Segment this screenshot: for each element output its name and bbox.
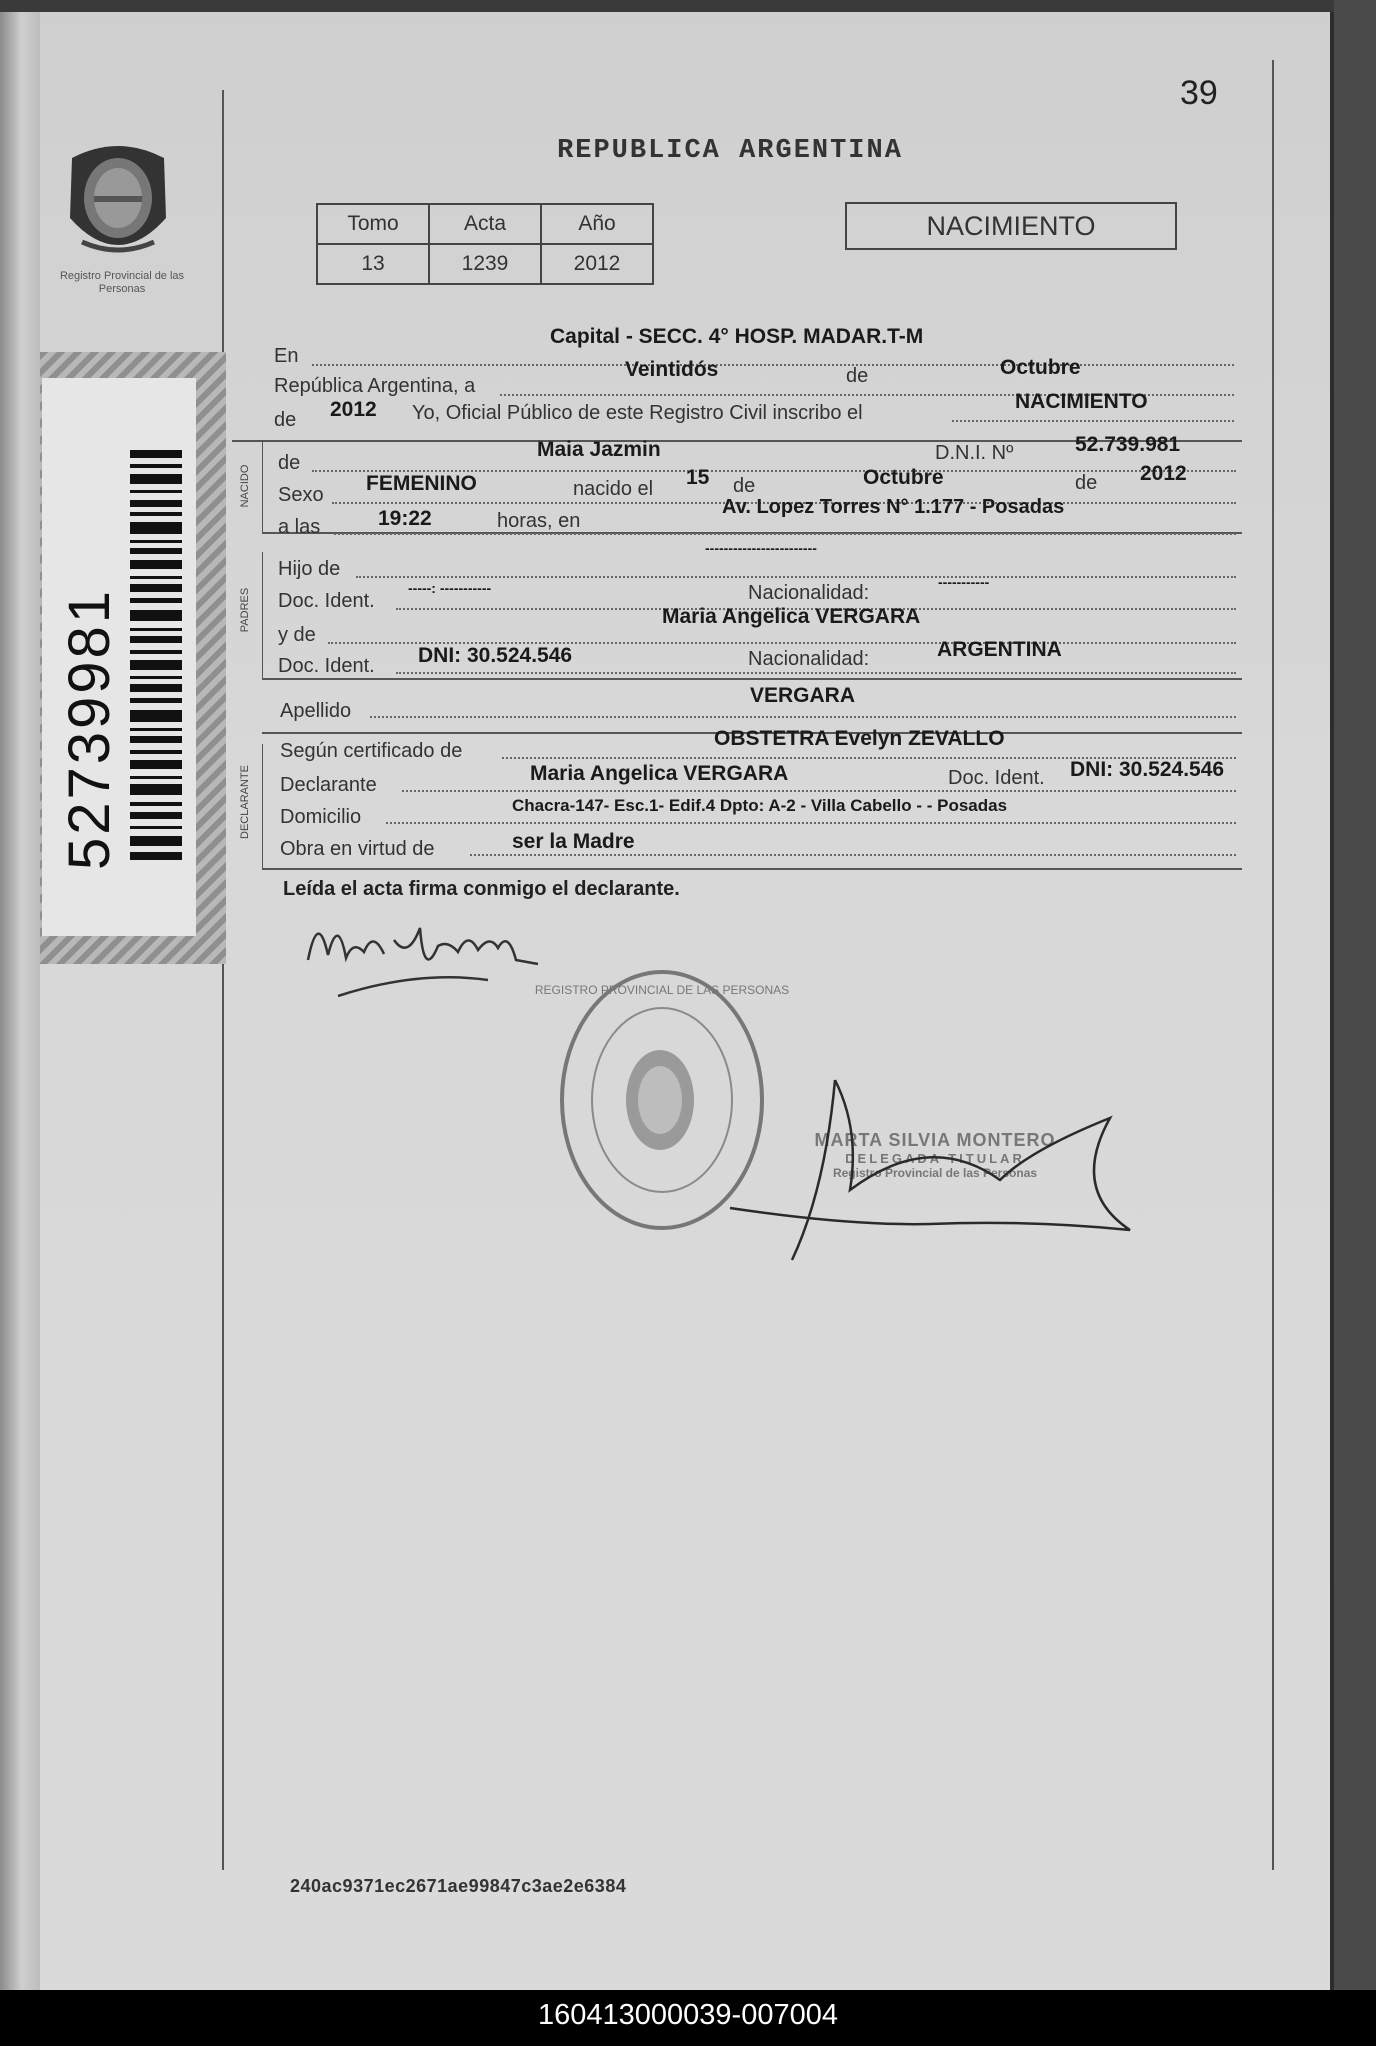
value-name: Maia Jazmin — [537, 438, 661, 461]
label-de-name: de — [278, 452, 301, 474]
value-place: Capital - SECC. 4° HOSP. MADAR.T-M — [550, 325, 924, 348]
value-father-nat: ----------- — [938, 574, 990, 590]
nacido-bracket — [262, 442, 263, 532]
value-declarant-doc: DNI: 30.524.546 — [1070, 758, 1225, 781]
value-birth-year: 2012 — [1140, 462, 1187, 485]
label-declarante: Declarante — [280, 774, 377, 796]
svg-text:REGISTRO PROVINCIAL DE LAS PER: REGISTRO PROVINCIAL DE LAS PERSONAS — [534, 983, 790, 997]
section-label-declarante: DECLARANTE — [239, 765, 251, 839]
header-acta: Acta — [429, 204, 541, 244]
registry-name: Registro Provincial de las Personas — [59, 270, 185, 295]
barcode-number: 52739981 — [57, 587, 122, 870]
dotted-line — [952, 420, 1234, 422]
label-de: de — [846, 365, 869, 387]
label-republica: República Argentina, a — [274, 375, 476, 397]
barcode-icon — [130, 450, 182, 860]
value-year: 2012 — [330, 398, 377, 421]
declarant-signature — [298, 900, 548, 1010]
value-capacity: ser la Madre — [512, 830, 635, 853]
padres-bracket — [262, 552, 263, 678]
scan-border-right — [1334, 0, 1376, 1990]
registry-table — [316, 203, 654, 285]
label-hijo-de: Hijo de — [278, 558, 341, 580]
official-signature — [730, 1070, 1130, 1270]
value-dni: 52.739.981 — [1075, 433, 1181, 456]
dotted-line — [334, 533, 1236, 535]
value-declarant: Maria Angelica VERGARA — [530, 762, 789, 785]
value-certificate-by: OBSTETRA Evelyn ZEVALLO — [714, 727, 1005, 750]
label-obra: Obra en virtud de — [280, 838, 435, 860]
label-nacionalidad: Nacionalidad: — [748, 582, 870, 604]
official-office: Registro Provincial de las Personas — [832, 1166, 1038, 1180]
label-doc-ident: Doc. Ident. — [278, 590, 375, 612]
value-day-words: Veintidós — [625, 358, 719, 381]
section-label-padres: PADRES — [239, 587, 251, 633]
value-surname: VERGARA — [750, 684, 856, 707]
value-father-blank: ------------------------ — [705, 540, 817, 556]
label-apellido: Apellido — [280, 700, 352, 722]
coat-of-arms-icon — [62, 140, 174, 265]
label-en: En — [274, 345, 299, 367]
dotted-line — [470, 854, 1236, 856]
label-segun: Según certificado de — [280, 740, 463, 762]
label-y-de: y de — [278, 624, 316, 646]
dotted-line — [312, 364, 1234, 366]
label-nacionalidad2: Nacionalidad: — [748, 648, 870, 670]
declarante-bracket — [262, 744, 263, 868]
section-divider-declarante — [262, 868, 1242, 870]
value-birth-place: Av. Lopez Torres N° 1.177 - Posadas — [722, 496, 1065, 518]
closing-statement: Leída el acta firma conmigo el declarante. — [283, 878, 680, 900]
value-birth-month: Octubre — [863, 466, 944, 489]
label-domicilio: Domicilio — [280, 806, 362, 828]
page-number: 39 — [1180, 74, 1218, 112]
header-tomo: Tomo — [317, 204, 429, 244]
header-ano: Año — [541, 204, 653, 244]
label-doc-ident3: Doc. Ident. — [948, 767, 1045, 789]
dotted-line — [356, 576, 1236, 578]
footer-code: 160413000039-007004 — [538, 1999, 838, 2031]
label-dni: D.N.I. Nº — [935, 442, 1014, 464]
value-mother-nat: ARGENTINA — [937, 638, 1062, 661]
document-hash: 240ac9371ec2671ae99847c3ae2e6384 — [290, 1876, 627, 1896]
value-tomo: 13 — [317, 244, 429, 284]
label-de-year: de — [274, 409, 297, 431]
scan-border-top — [0, 0, 1376, 12]
value-acta: 1239 — [429, 244, 541, 284]
value-sex: FEMENINO — [366, 472, 477, 495]
document-title: REPUBLICA ARGENTINA — [557, 136, 903, 166]
section-divider-padres — [262, 678, 1242, 680]
value-mother-doc: DNI: 30.524.546 — [418, 644, 573, 667]
label-horas-en: horas, en — [497, 510, 581, 532]
label-de2: de — [733, 475, 756, 497]
official-name: MARTA SILVIA MONTERO — [814, 1130, 1056, 1150]
value-ano: 2012 — [541, 244, 653, 284]
value-birth-day: 15 — [686, 466, 710, 489]
dotted-line — [386, 822, 1236, 824]
label-de3: de — [1075, 472, 1098, 494]
dotted-line — [396, 672, 1236, 674]
label-a-las: a las — [278, 516, 321, 538]
act-type-box: NACIMIENTO — [845, 202, 1177, 250]
label-sexo: Sexo — [278, 484, 324, 506]
dotted-line — [370, 716, 1236, 718]
label-nacido-el: nacido el — [573, 478, 654, 500]
label-doc-ident2: Doc. Ident. — [278, 655, 375, 677]
section-label-nacido: NACIDO — [239, 464, 251, 508]
dotted-line — [402, 790, 1236, 792]
value-act: NACIMIENTO — [1015, 390, 1148, 413]
value-father-doc: -----: ----------- — [408, 580, 492, 596]
value-address: Chacra-147- Esc.1- Edif.4 Dpto: A-2 - Villa Cabello - - Posadas — [512, 796, 1008, 815]
label-yo: Yo, Oficial Público de este Registro Civil inscribo el — [412, 402, 863, 424]
official-title: DELEGADA TITULAR — [845, 1151, 1025, 1166]
value-month: Octubre — [1000, 356, 1081, 379]
value-mother-name: Maria Angelica VERGARA — [662, 605, 921, 628]
frame-right-line — [1272, 60, 1274, 1870]
value-time: 19:22 — [378, 507, 432, 530]
